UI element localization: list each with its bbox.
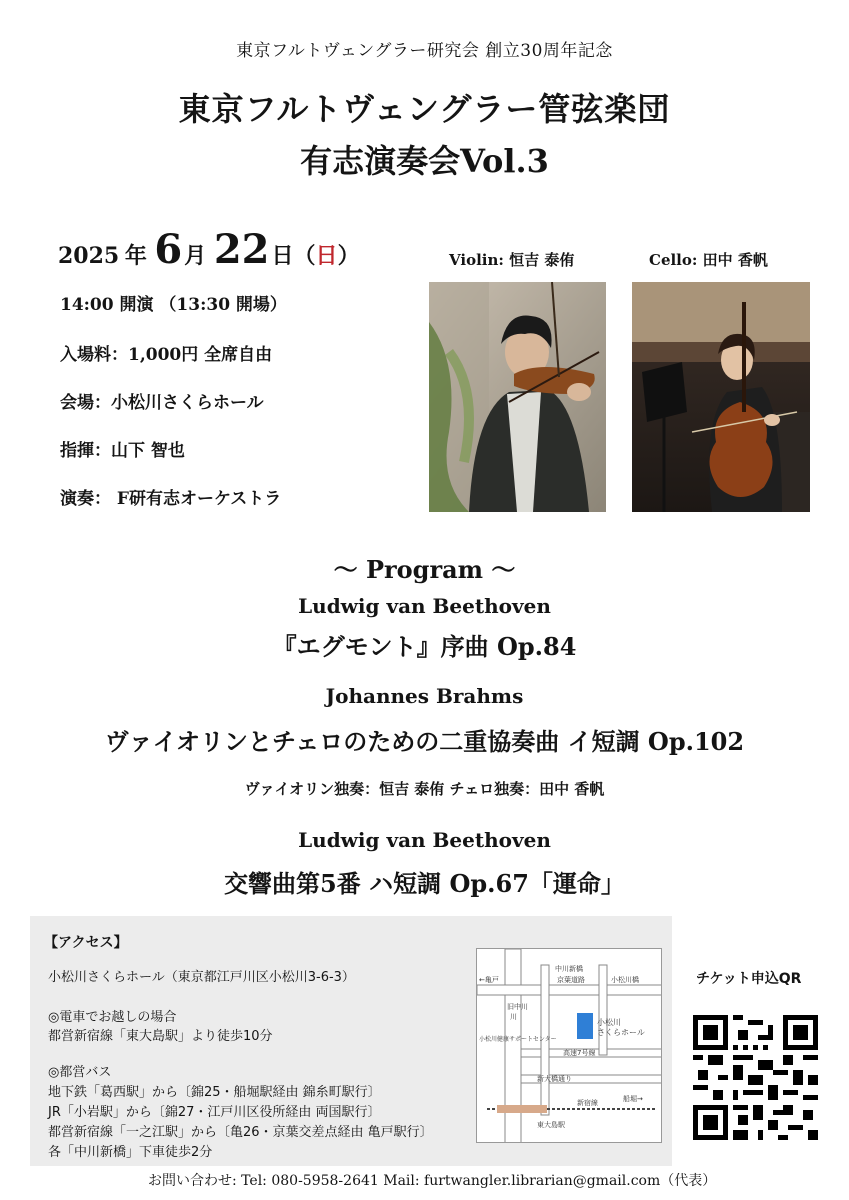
contact-info: お問い合わせ: Tel: 080-5958-2641 Mail: furtwangler.librarian@gmail.com（代表）	[148, 1173, 717, 1189]
map-label-kawa: 川	[510, 1013, 517, 1021]
map-label-hall-1: 小松川	[597, 1018, 621, 1027]
weekday-open: （	[293, 243, 316, 269]
access-title: 【アクセス】	[44, 935, 128, 951]
soloists-note: ヴァイオリン独奏：恒吉 泰侑 チェロ独奏：田中 香帆	[244, 780, 605, 798]
composer-beethoven-2: Ludwig van Beethoven	[298, 828, 551, 852]
event-subtitle: 東京フルトヴェングラー研究会 創立30周年記念	[236, 41, 613, 61]
date-month: 6	[154, 226, 183, 273]
access-bus-line-3: 都営新宿線「一之江駅」から〔亀26・京葉交差点経由 亀戸駅行〕	[48, 1125, 433, 1140]
map-label-kameido: ←亀戸	[479, 976, 499, 984]
access-train-heading: ◎電車でお越しの場合	[48, 1010, 177, 1025]
cello-caption: Cello: 田中 香帆	[649, 251, 768, 269]
date-day: 22	[213, 226, 270, 273]
date-month-unit: 月	[184, 243, 207, 269]
event-performer: 演奏： F研有志オーケストラ	[60, 489, 282, 509]
map-label-route7: 高速7号線	[563, 1049, 596, 1057]
map-label-funabori: 船堀→	[623, 1095, 643, 1103]
qr-label: チケット申込QR	[696, 971, 802, 987]
map-label-shinjuku-line: 新宿線	[577, 1099, 598, 1107]
access-bus-line-4: 各「中川新橋」下車徒歩2分	[48, 1145, 213, 1160]
work-egmont: 『エグモント』序曲 Op.84	[272, 632, 577, 661]
violinist-photo	[429, 282, 606, 512]
date-day-unit: 日	[271, 243, 294, 269]
work-double-concerto: ヴァイオリンとチェロのための二重協奏曲 イ短調 Op.102	[104, 727, 745, 756]
weekday-close: ）	[337, 243, 360, 269]
access-map	[476, 948, 662, 1143]
map-label-hall-2: さくらホール	[597, 1028, 645, 1037]
event-admission: 入場料：1,000円 全席自由	[60, 345, 273, 365]
date-year-unit: 年	[124, 243, 147, 269]
access-bus-line-1: 地下鉄「葛西駅」から〔錦25・船堀駅経由 錦糸町駅行〕	[48, 1085, 381, 1100]
map-label-health: 小松川健康サポートセンター	[479, 1036, 557, 1043]
event-date	[58, 226, 360, 273]
map-label-nakagawa: 旧中川	[507, 1003, 528, 1011]
event-conductor: 指揮：山下 智也	[60, 441, 185, 461]
violin-caption: Violin: 恒吉 泰侑	[449, 251, 575, 269]
event-venue: 会場：小松川さくらホール	[60, 393, 264, 413]
map-label-higashi-ojima: 東大島駅	[537, 1121, 565, 1129]
map-label-komatsugawa-bashi: 小松川橋	[611, 976, 639, 984]
access-address: 小松川さくらホール（東京都江戸川区小松川3-6-3）	[48, 970, 355, 985]
map-label-nakagawa-shinbashi: 中川新橋	[555, 965, 583, 973]
cellist-photo	[632, 282, 810, 512]
date-year: 2025	[58, 243, 120, 269]
work-symphony-5: 交響曲第5番 ハ短調 Op.67「運命」	[224, 869, 625, 898]
map-label-keiyo: 京葉道路	[557, 976, 585, 984]
composer-brahms: Johannes Brahms	[325, 684, 524, 708]
event-time: 14:00 開演 （13:30 開場）	[60, 295, 287, 315]
map-label-shinohashi: 新大橋通り	[537, 1075, 572, 1083]
ticket-qr-code[interactable]	[693, 1015, 818, 1140]
date-weekday: 日	[315, 243, 338, 269]
composer-beethoven-1: Ludwig van Beethoven	[298, 594, 551, 618]
access-bus-heading: ◎都営バス	[48, 1065, 112, 1080]
access-bus-line-2: JR「小岩駅」から〔錦27・江戸川区役所経由 両国駅行〕	[48, 1105, 381, 1120]
page-title-concert: 有志演奏会Vol.3	[300, 142, 549, 180]
program-heading: ～ Program ～	[333, 555, 516, 584]
page-title: 東京フルトヴェングラー管弦楽団	[178, 90, 671, 128]
access-train-line: 都営新宿線「東大島駅」より徒歩10分	[48, 1029, 273, 1044]
